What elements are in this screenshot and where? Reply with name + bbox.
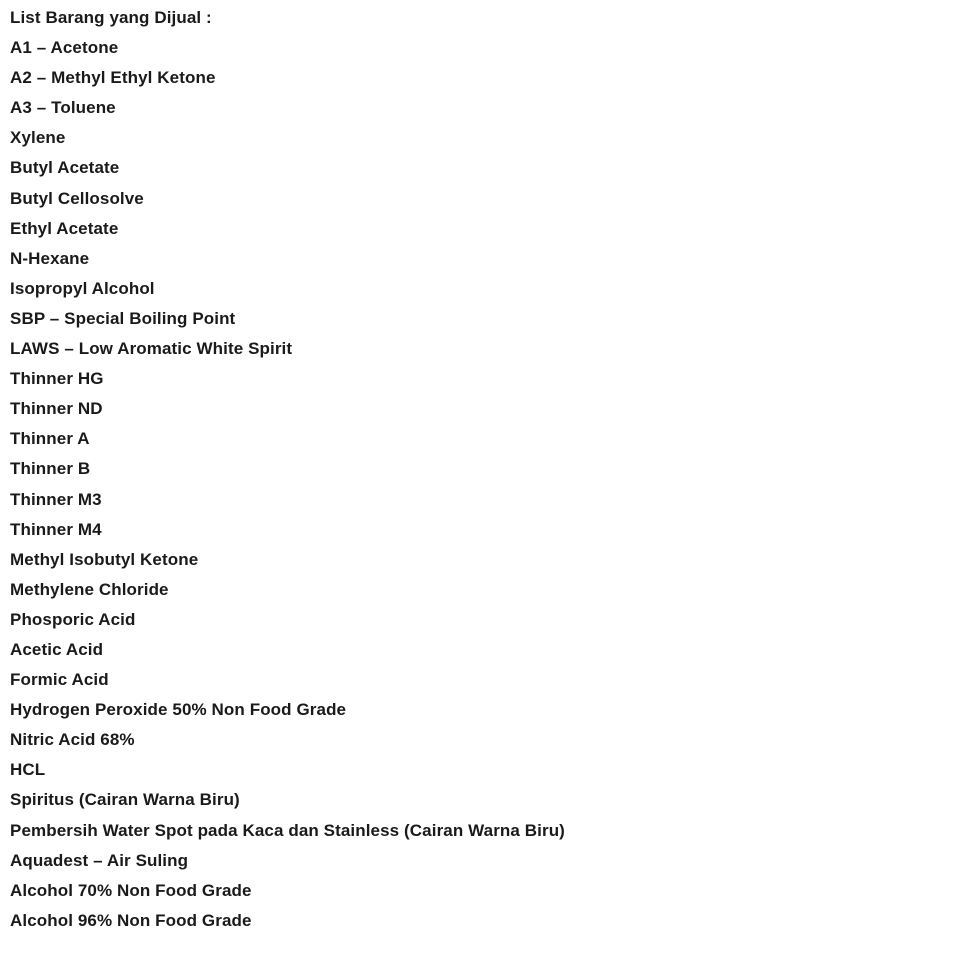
list-item: Phosporic Acid <box>10 609 136 629</box>
list-item: Methyl Isobutyl Ketone <box>10 549 199 569</box>
list-item: Thinner B <box>10 459 91 479</box>
list-item: Ethyl Acetate <box>10 218 119 238</box>
list-item: SBP – Special Boiling Point <box>10 308 236 328</box>
list-item: Alcohol 96% Non Food Grade <box>10 910 252 930</box>
list-item: Aquadest – Air Suling <box>10 850 189 870</box>
list-item: Thinner HG <box>10 369 104 389</box>
list-item: N-Hexane <box>10 248 90 268</box>
list-title: List Barang yang Dijual : <box>10 8 212 27</box>
list-item: Spiritus (Cairan Warna Biru) <box>10 790 240 810</box>
list-item: A1 – Acetone <box>10 38 119 58</box>
list-item: Thinner A <box>10 429 90 449</box>
list-item: Butyl Acetate <box>10 158 120 178</box>
list-item: Formic Acid <box>10 670 109 690</box>
list-item: Thinner ND <box>10 399 103 419</box>
list-item: Thinner M4 <box>10 519 102 539</box>
list-item: HCL <box>10 760 46 780</box>
list-item: Acetic Acid <box>10 639 104 659</box>
list-item: Thinner M3 <box>10 489 102 509</box>
list-item: Butyl Cellosolve <box>10 188 144 208</box>
list-item: Methylene Chloride <box>10 579 169 599</box>
list-item: LAWS – Low Aromatic White Spirit <box>10 339 293 359</box>
list-item: Alcohol 70% Non Food Grade <box>10 880 252 900</box>
list-item: Hydrogen Peroxide 50% Non Food Grade <box>10 700 347 720</box>
list-item: Xylene <box>10 128 66 148</box>
list-item: A3 – Toluene <box>10 98 116 118</box>
list-item: Nitric Acid 68% <box>10 730 135 750</box>
list-item: Pembersih Water Spot pada Kaca dan Stainless (Cairan Warna Biru) <box>10 820 565 840</box>
list-item: A2 – Methyl Ethyl Ketone <box>10 68 216 88</box>
list-item: Isopropyl Alcohol <box>10 278 155 298</box>
